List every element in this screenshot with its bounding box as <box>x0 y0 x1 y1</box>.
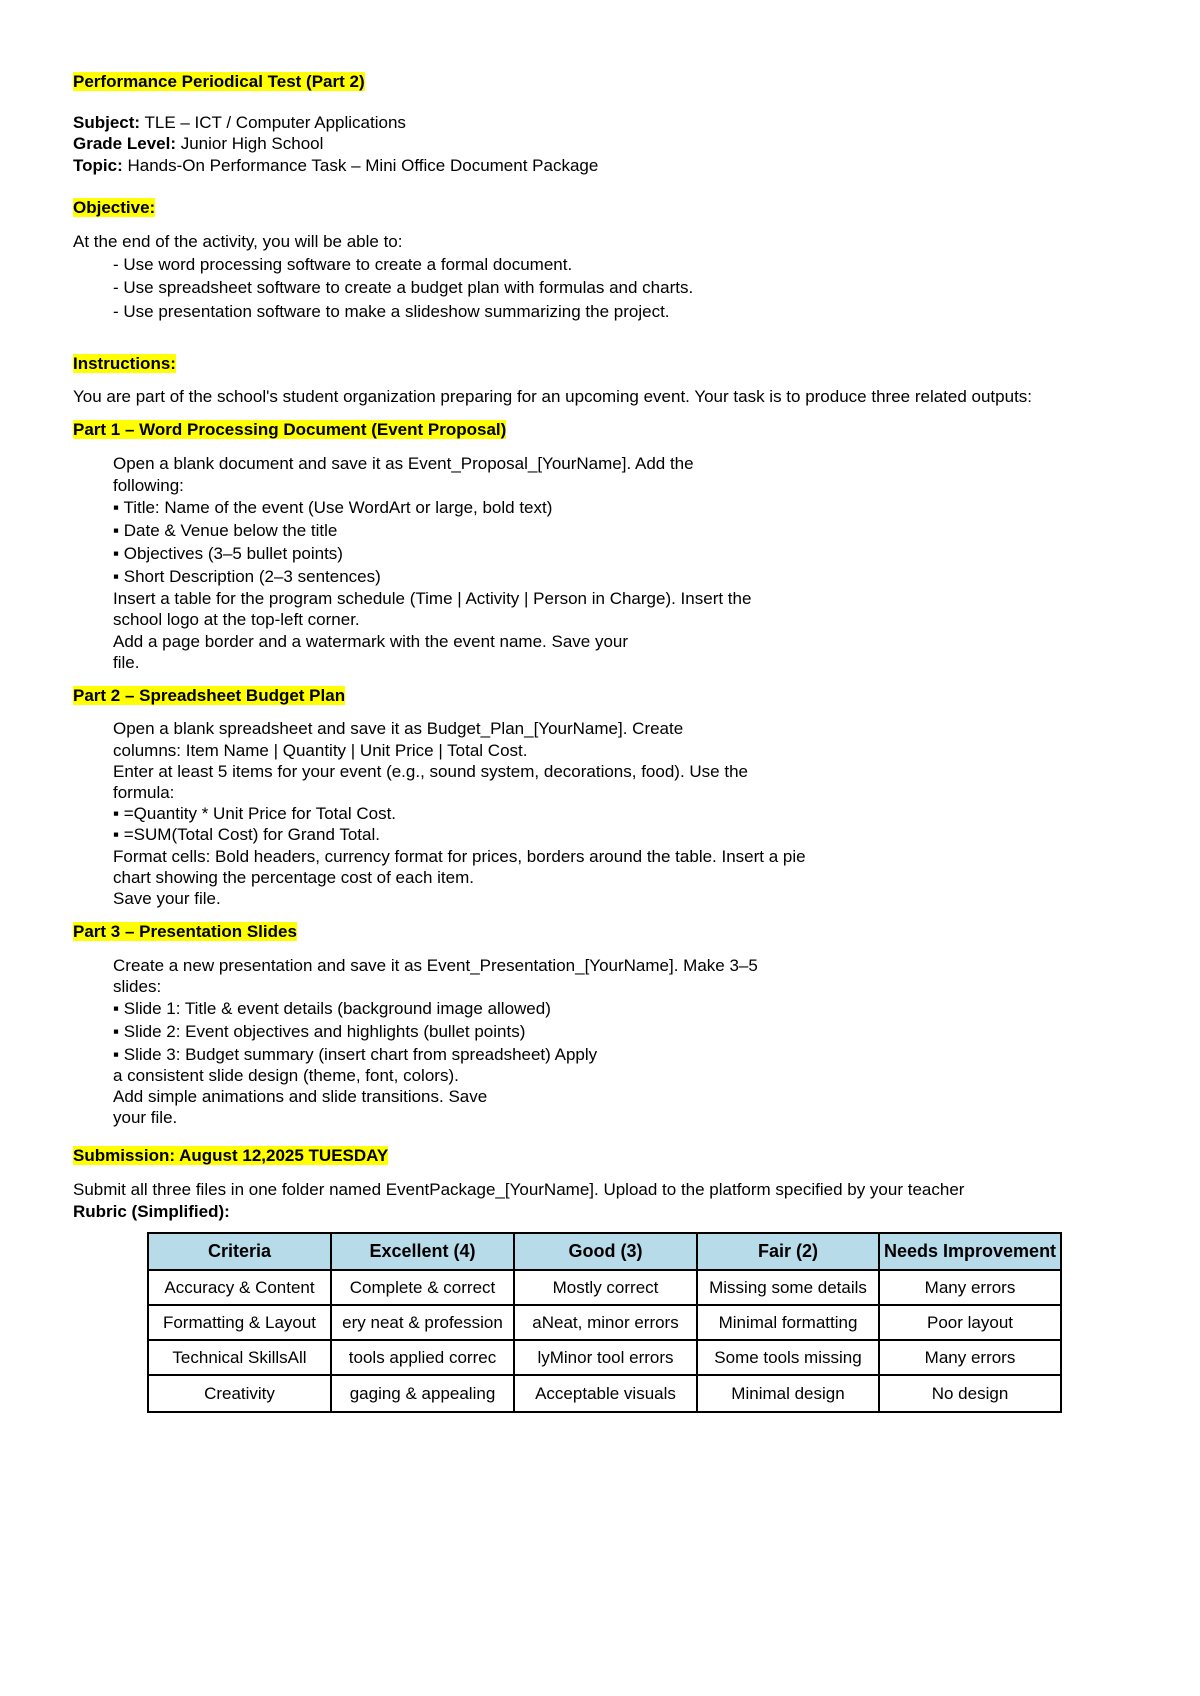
part1-line: school logo at the top-left corner. <box>113 610 360 629</box>
part2-line: ▪ =SUM(Total Cost) for Grand Total. <box>113 825 380 844</box>
rubric-cell: Some tools missing <box>697 1340 879 1375</box>
part2-line: columns: Item Name | Quantity | Unit Price | Total Cost. <box>113 741 528 760</box>
subject-line: Subject: TLE – ICT / Computer Applications <box>73 113 406 132</box>
part1-line: file. <box>113 653 140 672</box>
rubric-cell: Creativity <box>148 1375 331 1412</box>
rubric-cell: Complete & correct <box>331 1270 514 1305</box>
objective-item: - Use presentation software to make a slideshow summarizing the project. <box>113 302 670 321</box>
part2-line: Format cells: Bold headers, currency format for prices, borders around the table. Insert a pie <box>113 847 806 866</box>
part1-line: Add a page border and a watermark with the event name. Save your <box>113 632 629 651</box>
rubric-cell: No design <box>879 1375 1061 1412</box>
part2-line: chart showing the percentage cost of each item. <box>113 868 474 887</box>
part3-line: ▪ Slide 3: Budget summary (insert chart from spreadsheet) Apply <box>113 1045 598 1064</box>
rubric-cell: Formatting & Layout <box>148 1305 331 1340</box>
rubric-header-row <box>148 1233 1061 1270</box>
rubric-cell: gaging & appealing <box>331 1375 514 1412</box>
part2-line: formula: <box>113 783 175 802</box>
objective-item: - Use spreadsheet software to create a budget plan with formulas and charts. <box>113 278 694 297</box>
rubric-row <box>148 1305 1061 1340</box>
part1-line: Insert a table for the program schedule (Time | Activity | Person in Charge). Insert the <box>113 589 752 608</box>
rubric-label: Rubric (Simplified): <box>73 1202 230 1221</box>
part1-line: ▪ Short Description (2–3 sentences) <box>113 567 381 586</box>
rubric-cell: Minimal formatting <box>697 1305 879 1340</box>
part2-line: Save your file. <box>113 889 221 908</box>
doc-title: Performance Periodical Test (Part 2) <box>73 72 365 91</box>
rubric-row <box>148 1375 1061 1412</box>
part3-line: your file. <box>113 1108 178 1127</box>
instructions-intro: You are part of the school's student organization preparing for an upcoming event. Your task is to produce three related outputs: <box>73 387 1033 406</box>
part1-line: following: <box>113 476 184 495</box>
instructions-heading: Instructions: <box>73 354 176 373</box>
submission-heading: Submission: August 12,2025 TUESDAY <box>73 1146 389 1165</box>
part2-line: ▪ =Quantity * Unit Price for Total Cost. <box>113 804 397 823</box>
rubric-header-cell: Good (3) <box>514 1233 697 1270</box>
part1-line: Open a blank document and save it as Event_Proposal_[YourName]. Add the <box>113 454 694 473</box>
rubric-header-cell: Excellent (4) <box>331 1233 514 1270</box>
rubric-cell: Technical SkillsAll <box>148 1340 331 1375</box>
grade-line: Grade Level: Junior High School <box>73 134 324 153</box>
rubric-cell: Poor layout <box>879 1305 1061 1340</box>
part3-line: slides: <box>113 977 162 996</box>
rubric-cell: ery neat & profession <box>331 1305 514 1340</box>
part1-line: ▪ Date & Venue below the title <box>113 521 338 540</box>
rubric-cell: aNeat, minor errors <box>514 1305 697 1340</box>
objective-item: - Use word processing software to create a formal document. <box>113 255 573 274</box>
rubric-header-cell: Criteria <box>148 1233 331 1270</box>
rubric-cell: Acceptable visuals <box>514 1375 697 1412</box>
part3-line: a consistent slide design (theme, font, colors). <box>113 1066 459 1085</box>
part1-heading: Part 1 – Word Processing Document (Event Proposal) <box>73 420 507 439</box>
part3-line: ▪ Slide 2: Event objectives and highlights (bullet points) <box>113 1022 526 1041</box>
rubric-cell: tools applied correc <box>331 1340 514 1375</box>
part1-line: ▪ Objectives (3–5 bullet points) <box>113 544 343 563</box>
rubric-row <box>148 1340 1061 1375</box>
rubric-cell: lyMinor tool errors <box>514 1340 697 1375</box>
part3-line: Create a new presentation and save it as Event_Presentation_[YourName]. Make 3–5 <box>113 956 758 975</box>
rubric-cell: Accuracy & Content <box>148 1270 331 1305</box>
part2-line: Enter at least 5 items for your event (e.g., sound system, decorations, food). Use the <box>113 762 748 781</box>
part1-line: ▪ Title: Name of the event (Use WordArt or large, bold text) <box>113 498 553 517</box>
rubric-cell: Missing some details <box>697 1270 879 1305</box>
rubric-cell: Many errors <box>879 1270 1061 1305</box>
rubric-header-cell: Fair (2) <box>697 1233 879 1270</box>
part3-line: Add simple animations and slide transitions. Save <box>113 1087 488 1106</box>
part2-heading: Part 2 – Spreadsheet Budget Plan <box>73 686 346 705</box>
rubric-row <box>148 1270 1061 1305</box>
submission-text: Submit all three files in one folder named EventPackage_[YourName]. Upload to the platform specified by your teacher <box>73 1180 965 1199</box>
rubric-cell: Many errors <box>879 1340 1061 1375</box>
rubric-header-cell: Needs Improvement <box>879 1233 1061 1270</box>
rubric-cell: Mostly correct <box>514 1270 697 1305</box>
part2-line: Open a blank spreadsheet and save it as Budget_Plan_[YourName]. Create <box>113 719 684 738</box>
part3-line: ▪ Slide 1: Title & event details (background image allowed) <box>113 999 551 1018</box>
rubric-cell: Minimal design <box>697 1375 879 1412</box>
topic-line: Topic: Hands-On Performance Task – Mini Office Document Package <box>73 156 599 175</box>
objective-heading: Objective: <box>73 198 156 217</box>
part3-heading: Part 3 – Presentation Slides <box>73 922 297 941</box>
rubric-table <box>147 1232 1062 1413</box>
objective-intro: At the end of the activity, you will be able to: <box>73 232 403 251</box>
